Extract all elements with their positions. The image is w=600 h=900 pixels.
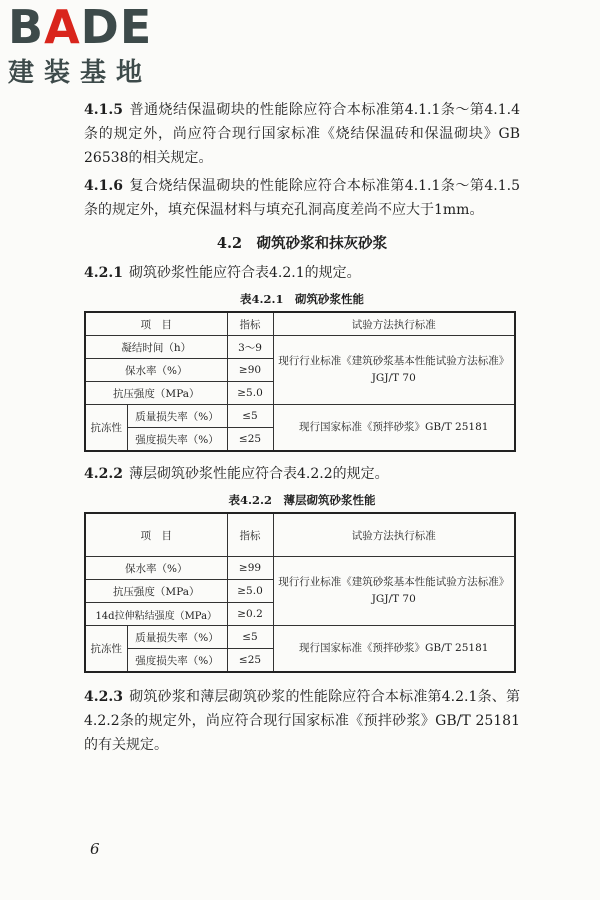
- clause-4-2-3: 4.2.3 砌筑砂浆和薄层砌筑砂浆的性能除应符合本标准第4.2.1条、第4.2.2条的规定外，尚应符合现行国家标准《预拌砂浆》GB/T 25181的有关规定。: [84, 689, 520, 753]
- table-4-2-1-caption: 表4.2.1 砌筑砂浆性能: [239, 292, 364, 306]
- table-row: 抗冻性 质量损失率（%） ≤5 现行国家标准《预拌砂浆》GB/T 25181: [85, 626, 515, 649]
- logo-wordmark: BADE: [8, 0, 153, 54]
- table-row: 强度损失率（%） ≤25: [85, 428, 515, 452]
- table-row: 抗压强度（MPa） ≥5.0: [85, 580, 515, 603]
- table-row: 项 目 指标 试验方法执行标准: [85, 312, 515, 336]
- table-row: 抗压强度（MPa） ≥5.0: [85, 382, 515, 405]
- table-row: 强度损失率（%） ≤25: [85, 649, 515, 673]
- clause-4-1-6: 4.1.6 复合烧结保温砌块的性能除应符合本标准第4.1.1条～第4.1.5条的规定外，填充保温材料与填充孔洞高度差尚不应大于1mm。: [84, 178, 520, 218]
- table-4-2-1: [84, 311, 516, 452]
- page-content: [84, 98, 520, 761]
- table-row: 14d拉伸粘结强度（MPa） ≥0.2: [85, 603, 515, 626]
- clause-4-2-1: 4.2.1 砌筑砂浆性能应符合表4.2.1的规定。: [84, 265, 361, 281]
- table-row: 凝结时间（h） 3～9 现行行业标准《建筑砂浆基本性能试验方法标准》JGJ/T 70: [85, 336, 515, 359]
- clause-4-1-5: 4.1.5 普通烧结保温砌块的性能除应符合本标准第4.1.1条～第4.1.4条的规定外，尚应符合现行国家标准《烧结保温砖和保温砌块》GB 26538的相关规定。: [84, 102, 520, 166]
- table-row: 保水率（%） ≥99 现行行业标准《建筑砂浆基本性能试验方法标准》JGJ/T 70: [85, 557, 515, 580]
- table-row: 抗冻性 质量损失率（%） ≤5 现行国家标准《预拌砂浆》GB/T 25181: [85, 405, 515, 428]
- table-row: 保水率（%） ≥90: [85, 359, 515, 382]
- table-4-2-2: [84, 512, 516, 673]
- clause-4-2-2: 4.2.2 薄层砌筑砂浆性能应符合表4.2.2的规定。: [84, 466, 389, 482]
- table-row: 项 目 指标 试验方法执行标准: [85, 513, 515, 557]
- logo-chinese: 建装基地: [8, 58, 153, 88]
- bade-logo: [8, 0, 178, 89]
- section-title-4-2: 4.2 砌筑砂浆和抹灰砂浆: [216, 235, 388, 252]
- table-4-2-2-caption: 表4.2.2 薄层砌筑砂浆性能: [228, 493, 376, 507]
- page-number: 6: [90, 840, 100, 858]
